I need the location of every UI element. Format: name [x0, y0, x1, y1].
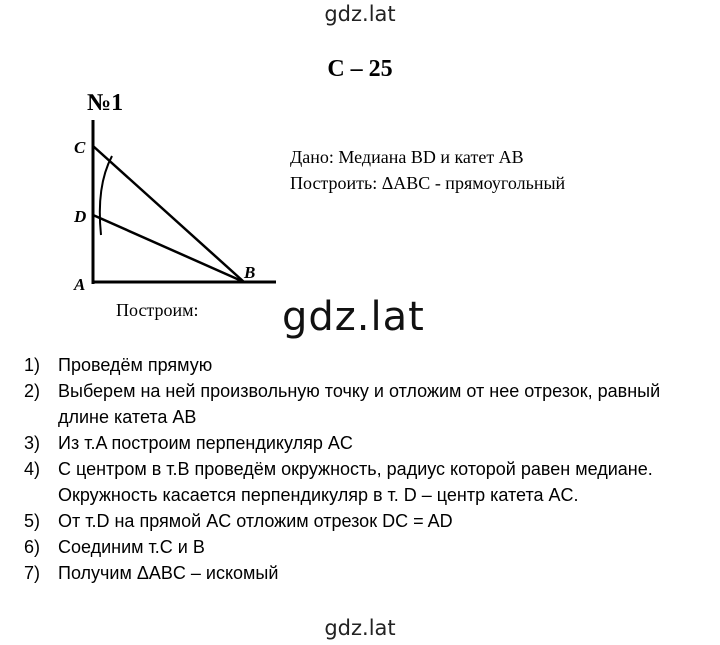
- given-line-1: Дано: Медиана BD и катет AB: [290, 147, 524, 167]
- step-text: От т.D на прямой AC отложим отрезок DC = AD: [58, 511, 453, 531]
- point-label-c: C: [74, 138, 86, 157]
- median-db: [93, 215, 244, 282]
- given-line-2: Построить: ΔABC - прямоугольный: [290, 173, 566, 193]
- step-number: 7): [24, 563, 41, 583]
- step-item: [24, 534, 704, 560]
- watermark-middle: gdz.lat: [282, 294, 425, 340]
- step-number: 4): [24, 459, 41, 479]
- step-text: Проведём прямую: [58, 355, 213, 375]
- step-text: Из т.A построим перпендикуляр AC: [58, 433, 353, 453]
- step-text: Получим ΔABC – искомый: [58, 563, 279, 583]
- step-item: [24, 508, 704, 534]
- step-text: Соединим т.C и B: [58, 537, 205, 557]
- step-item: [24, 378, 704, 430]
- point-label-d: D: [74, 207, 87, 226]
- problem-number: №1: [87, 90, 124, 116]
- step-number: 1): [24, 355, 41, 375]
- steps-list: [24, 352, 704, 586]
- step-number: 5): [24, 511, 41, 531]
- watermark-top: gdz.lat: [324, 2, 396, 26]
- step-item: [24, 560, 704, 586]
- watermark-bottom: gdz.lat: [324, 616, 396, 640]
- section-title: С – 25: [327, 56, 393, 82]
- step-number: 6): [24, 537, 41, 557]
- point-label-a: A: [74, 275, 86, 294]
- step-text: Выберем на ней произвольную точку и отложим от нее отрезок, равный длине катета AB: [58, 381, 661, 427]
- point-label-b: B: [244, 263, 256, 282]
- step-number: 2): [24, 381, 41, 401]
- step-number: 3): [24, 433, 41, 453]
- step-text: С центром в т.B проведём окружность, радиус которой равен медиане. Окружность касается перпендикуляр в т. D – центр катета AC.: [58, 459, 653, 505]
- given-block: [290, 144, 565, 196]
- step-item: [24, 352, 704, 378]
- step-item: [24, 456, 704, 508]
- hypotenuse-cb: [93, 146, 244, 282]
- step-item: [24, 430, 704, 456]
- construct-label: Построим:: [116, 300, 199, 320]
